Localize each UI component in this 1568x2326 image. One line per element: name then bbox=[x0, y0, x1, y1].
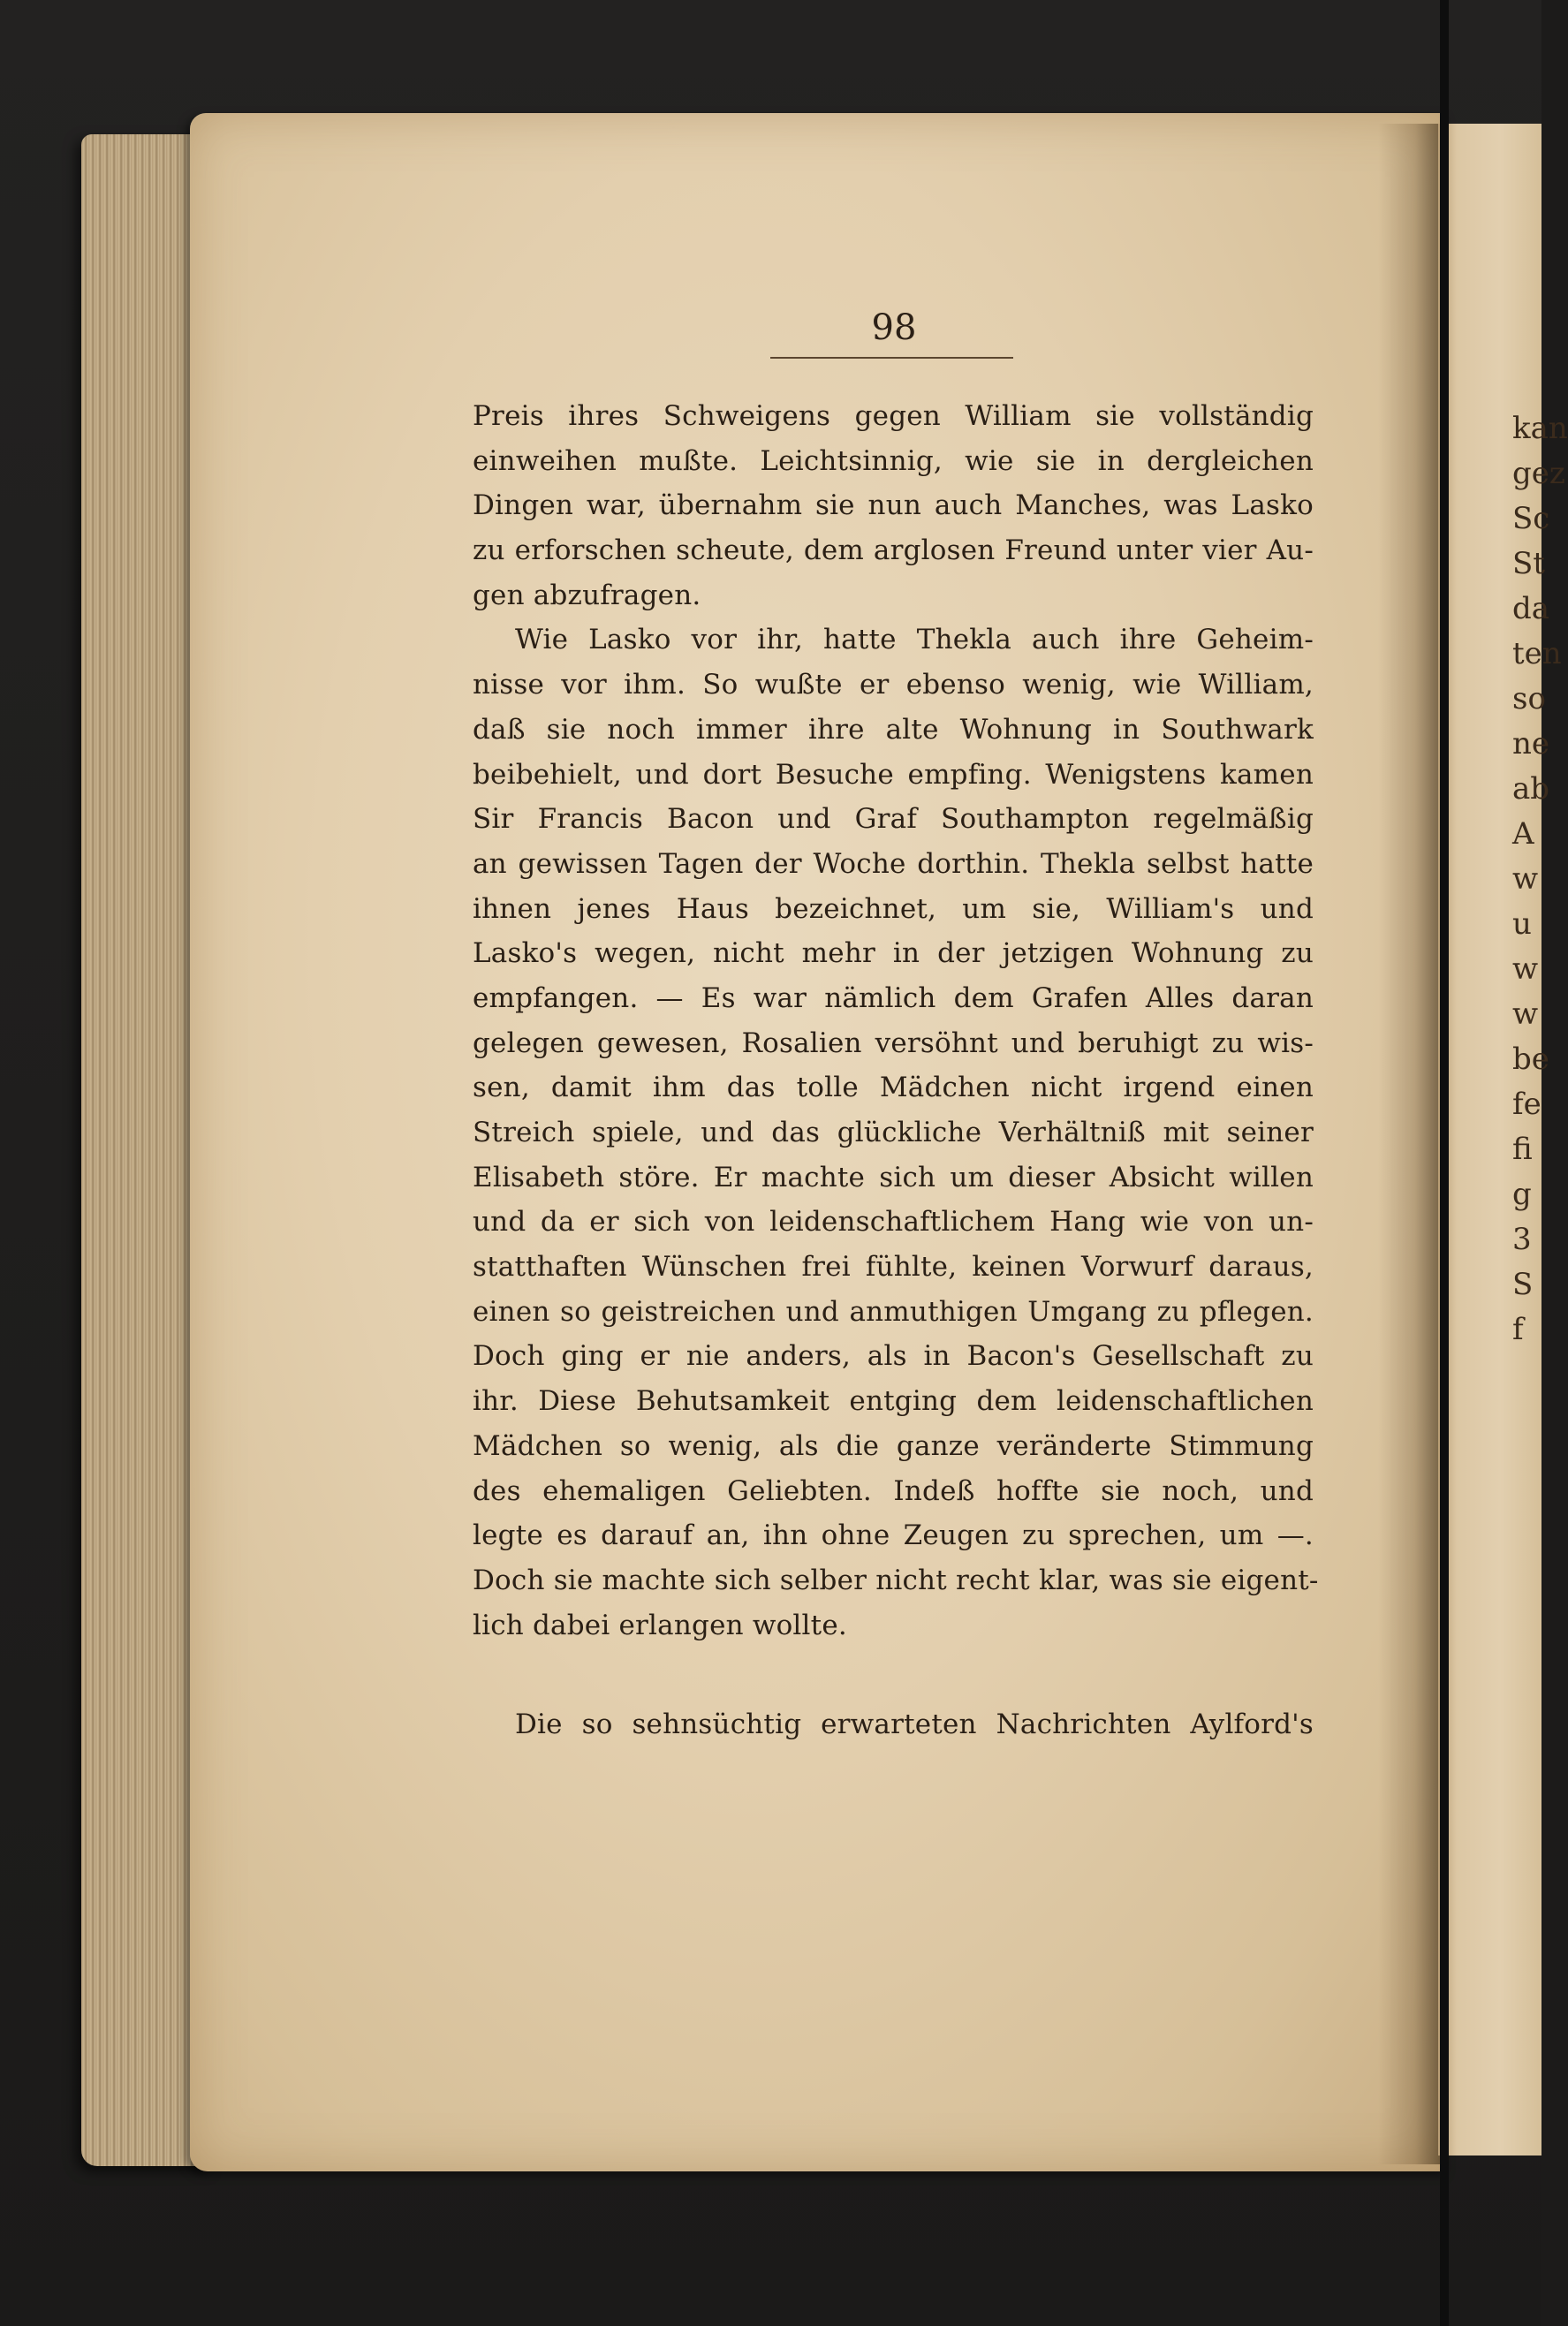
facing-fragment: S bbox=[1512, 1267, 1534, 1302]
text-line: zu erforschen scheute, dem arglosen Freund unter vier Au- bbox=[473, 534, 1314, 567]
text-line: Dingen war, übernahm sie nun auch Manches, was Lasko bbox=[473, 489, 1314, 522]
text-line: gen abzufragen. bbox=[473, 579, 701, 611]
text-line: Preis ihres Schweigens gegen William sie vollständig bbox=[473, 400, 1314, 432]
facing-fragment: ten bbox=[1512, 636, 1562, 671]
facing-fragment: kan bbox=[1512, 411, 1568, 446]
text-line: legte es darauf an, ihn ohne Zeugen zu sprechen, um —. bbox=[473, 1519, 1314, 1552]
text-line: des ehemaligen Geliebten. Indeß hoffte sie noch, und bbox=[473, 1474, 1314, 1507]
text-line: Mädchen so wenig, als die ganze veränderte Stimmung bbox=[473, 1429, 1314, 1462]
facing-fragment: w bbox=[1512, 861, 1539, 897]
text-line: nisse vor ihm. So wußte er ebenso wenig, wie William, bbox=[473, 669, 1314, 701]
facing-fragment: fi bbox=[1512, 1132, 1533, 1167]
facing-fragment: f bbox=[1512, 1312, 1524, 1347]
text-line: an gewissen Tagen der Woche dorthin. Thekla selbst hatte bbox=[473, 847, 1314, 880]
facing-fragment: g bbox=[1512, 1177, 1532, 1212]
facing-page-text bbox=[1512, 406, 1568, 1352]
text-line: beibehielt, und dort Besuche empfing. Wenigstens kamen bbox=[473, 758, 1314, 791]
facing-fragment: ne bbox=[1512, 726, 1550, 761]
facing-fragment: u bbox=[1512, 906, 1532, 942]
text-line: einweihen mußte. Leichtsinnig, wie sie in dergleichen bbox=[473, 444, 1314, 477]
text-line: lich dabei erlangen wollte. bbox=[473, 1609, 847, 1641]
text-line: sen, damit ihm das tolle Mädchen nicht irgend einen bbox=[473, 1072, 1314, 1104]
facing-fragment: be bbox=[1512, 1042, 1549, 1077]
text-line: Wie Lasko vor ihr, hatte Thekla auch ihre Geheim- bbox=[515, 624, 1314, 656]
text-line: einen so geistreichen und anmuthigen Umgang zu pflegen. bbox=[473, 1295, 1314, 1328]
paragraph-gap bbox=[473, 1648, 1314, 1702]
body-text bbox=[473, 394, 1319, 1747]
text-line: Lasko's wegen, nicht mehr in der jetzigen Wohnung zu bbox=[473, 937, 1314, 970]
facing-fragment: da bbox=[1512, 591, 1550, 626]
facing-fragment: gez bbox=[1512, 456, 1565, 491]
header-rule bbox=[770, 357, 1013, 359]
book-spine bbox=[1440, 0, 1449, 2326]
text-line: Streich spiele, und das glückliche Verhältniß mit seiner bbox=[473, 1117, 1314, 1148]
facing-fragment: w bbox=[1512, 951, 1539, 987]
text-line: ihr. Diese Behutsamkeit entging dem leidenschaftlichen bbox=[473, 1385, 1314, 1418]
facing-fragment: Sc bbox=[1512, 501, 1550, 536]
facing-fragment: so bbox=[1512, 681, 1546, 716]
text-line-closing: Die so sehnsüchtig erwarteten Nachrichten Aylford's bbox=[515, 1709, 1314, 1741]
facing-fragment: 3 bbox=[1512, 1222, 1532, 1257]
text-line: gelegen gewesen, Rosalien versöhnt und beruhigt zu wis- bbox=[473, 1027, 1314, 1059]
text-line: Sir Francis Bacon und Graf Southampton regelmäßig bbox=[473, 803, 1314, 836]
page-number: 98 bbox=[871, 307, 917, 348]
text-line: statthaften Wünschen frei fühlte, keinen Vorwurf daraus, bbox=[473, 1251, 1314, 1284]
page-gutter-shadow bbox=[1378, 124, 1440, 2164]
text-line: daß sie noch immer ihre alte Wohnung in Southwark bbox=[473, 713, 1314, 746]
facing-fragment: A bbox=[1512, 816, 1534, 852]
text-line: empfangen. — Es war nämlich dem Grafen Alles daran bbox=[473, 981, 1314, 1014]
facing-fragment: ab bbox=[1512, 771, 1550, 807]
text-line: Elisabeth störe. Er machte sich um dieser Absicht willen bbox=[473, 1161, 1314, 1193]
text-line: Doch ging er nie anders, als in Bacon's Gesellschaft zu bbox=[473, 1340, 1314, 1373]
facing-fragment: St bbox=[1512, 546, 1545, 581]
facing-fragment: w bbox=[1512, 996, 1539, 1032]
text-line: Doch sie machte sich selber nicht recht klar, was sie eigent- bbox=[473, 1564, 1319, 1596]
text-line: ihnen jenes Haus bezeichnet, um sie, William's und bbox=[473, 892, 1314, 925]
facing-fragment: fe bbox=[1512, 1087, 1541, 1122]
text-line: und da er sich von leidenschaftlichem Hang wie von un- bbox=[473, 1206, 1314, 1239]
